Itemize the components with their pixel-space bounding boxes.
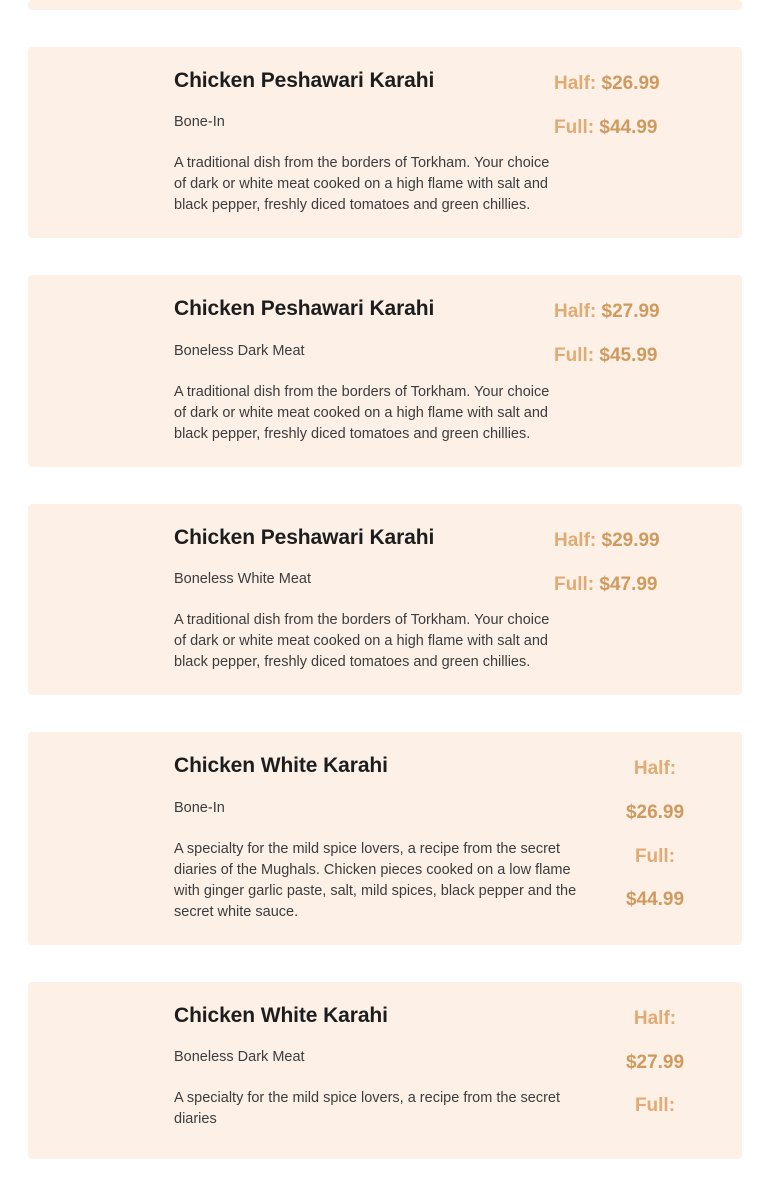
menu-item-card[interactable] bbox=[28, 47, 742, 238]
price-full-value: $44.99 bbox=[625, 889, 685, 911]
price-half-label: Half: bbox=[554, 301, 597, 323]
menu-item-description: A traditional dish from the borders of Torkham. Your choice of dark or white meat cooked on a high flame with salt and black pepper, freshly diced tomatoes and green chillies. bbox=[174, 155, 550, 214]
menu-item-details bbox=[56, 754, 596, 922]
menu-item-prices bbox=[596, 1004, 714, 1137]
price-half bbox=[596, 756, 714, 825]
menu-item-name: Chicken Peshawari Karahi bbox=[174, 297, 435, 321]
price-half bbox=[554, 71, 714, 97]
menu-item-name: Chicken Peshawari Karahi bbox=[174, 69, 435, 92]
price-half bbox=[554, 299, 714, 325]
price-full bbox=[554, 115, 714, 141]
menu-item-details bbox=[56, 69, 554, 216]
price-half-value: $27.99 bbox=[625, 1051, 685, 1073]
price-full-label: Full: bbox=[634, 845, 676, 867]
menu-item-details bbox=[56, 526, 554, 673]
price-full-label: Full: bbox=[554, 573, 595, 595]
menu-item-prices bbox=[596, 754, 714, 913]
menu-card-partial-top bbox=[28, 0, 742, 10]
price-half-label: Half: bbox=[554, 73, 597, 94]
price-half-value: $26.99 bbox=[625, 802, 685, 824]
menu-item-description: A specialty for the mild spice lovers, a recipe from the secret diaries bbox=[174, 1090, 561, 1128]
price-full bbox=[554, 343, 714, 369]
spacer bbox=[0, 10, 770, 47]
menu-item-description: A traditional dish from the borders of Torkham. Your choice of dark or white meat cooked on a high flame with salt and black pepper, freshly diced tomatoes and green chillies. bbox=[174, 383, 550, 442]
price-half bbox=[554, 528, 714, 554]
menu-item-name: Chicken White Karahi bbox=[174, 754, 388, 778]
price-half-value: $27.99 bbox=[601, 301, 660, 323]
menu-item-variant: Boneless White Meat bbox=[174, 571, 312, 588]
price-full-value: $47.99 bbox=[599, 573, 658, 595]
menu-item-variant: Boneless Dark Meat bbox=[174, 342, 305, 359]
menu-item-prices bbox=[554, 69, 714, 140]
menu-item-card[interactable] bbox=[28, 504, 742, 695]
price-half-label: Half: bbox=[633, 758, 677, 780]
price-full-label: Full: bbox=[554, 345, 595, 367]
price-full-label: Full: bbox=[634, 1095, 676, 1117]
price-full bbox=[596, 844, 714, 913]
price-full bbox=[554, 572, 714, 598]
menu-item-details bbox=[56, 297, 554, 444]
price-half-value: $26.99 bbox=[601, 73, 660, 94]
menu-item-name: Chicken White Karahi bbox=[174, 1003, 388, 1027]
menu-item-card[interactable] bbox=[28, 982, 742, 1159]
menu-item-card[interactable] bbox=[28, 732, 742, 944]
price-full-value: $45.99 bbox=[599, 345, 658, 367]
menu-item-description: A specialty for the mild spice lovers, a recipe from the secret diaries of the Mughals. Chicken pieces cooked on a low flame with ginger garlic paste, salt, mild spices, black pepper and the secret white sauce. bbox=[174, 840, 577, 920]
menu-item-name: Chicken Peshawari Karahi bbox=[174, 525, 435, 549]
menu-item-prices bbox=[554, 297, 714, 368]
price-full-value: $44.99 bbox=[599, 116, 658, 138]
menu-item-details bbox=[56, 1004, 596, 1130]
price-half-label: Half: bbox=[554, 529, 597, 551]
price-half-value: $29.99 bbox=[601, 529, 660, 551]
menu-item-description: A traditional dish from the borders of Torkham. Your choice of dark or white meat cooked on a high flame with salt and black pepper, freshly diced tomatoes and green chillies. bbox=[174, 612, 550, 671]
menu-item-variant: Boneless Dark Meat bbox=[174, 1049, 305, 1066]
price-full bbox=[596, 1093, 714, 1119]
menu-item-prices bbox=[554, 526, 714, 597]
menu-item-variant: Bone-In bbox=[174, 114, 225, 131]
menu-item-variant: Bone-In bbox=[174, 799, 225, 816]
price-full-label: Full: bbox=[554, 116, 595, 138]
price-half-label: Half: bbox=[633, 1007, 677, 1029]
price-half bbox=[596, 1006, 714, 1075]
menu-item-card[interactable] bbox=[28, 275, 742, 466]
